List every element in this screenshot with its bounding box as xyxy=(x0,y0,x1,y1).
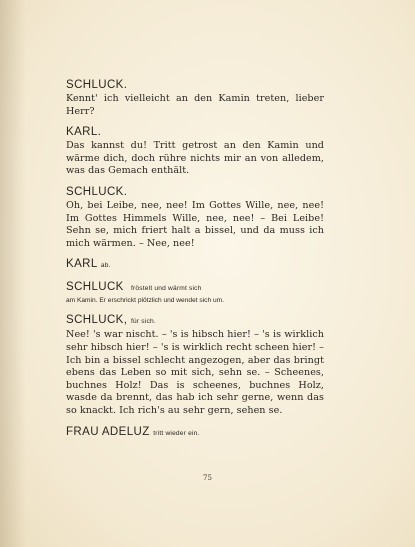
speaker-name: KARL. xyxy=(66,126,102,139)
speech-text: Das kannst du! Tritt getrost an den Kamin und wärme dich, doch rühre nichts mir an von alledem, was das Gemach enthält. xyxy=(66,140,324,177)
page-number: 75 xyxy=(203,474,212,482)
speech-text: Oh, bei Leibe, nee, nee! Im Gottes Wille, nee, nee! Im Gottes Himmels Wille, nee, nee! – Bei Leibe! Sehn se, mich friert halt a bissel, und da muss ich mich wärmen. – Nee, nee! xyxy=(66,199,324,249)
stage-direction-block xyxy=(66,280,324,306)
speaker-name: SCHLUCK, xyxy=(66,314,128,327)
speaker-name: FRAU ADELUZ xyxy=(66,425,150,438)
stage-direction-block xyxy=(66,425,324,441)
dialogue-block xyxy=(66,185,324,250)
stage-direction-line xyxy=(66,257,324,273)
dialogue-block xyxy=(66,125,324,178)
stage-direction: für sich. xyxy=(130,318,156,326)
play-text xyxy=(66,78,324,448)
speaker-name: SCHLUCK. xyxy=(66,79,128,91)
speaker-name: KARL xyxy=(66,258,98,271)
stage-direction: ab. xyxy=(100,262,111,270)
stage-direction-block xyxy=(66,257,324,273)
speech-text: Nee! 's war nischt. – 's is hibsch hier! – 's is wirklich sehr hibsch hier! – 's is wirklich recht scheen hier! – Ich bin a bissel schlecht angezogen, aber das bringt ebens das Leben so mit sich, sehn se. – Scheenes, buchnes Holz! Das is scheenes, buchnes Holz, wasde da brennt, das hab ich sehr gerne, wenn das so knackt. Ich rich's au sehr gern, sehen se. xyxy=(66,329,324,416)
stage-direction-continued: am Kamin. Er erschrickt plötzlich und wendet sich um. xyxy=(66,297,224,305)
stage-direction-line xyxy=(66,313,324,329)
dialogue-block xyxy=(66,78,324,118)
speaker-name: SCHLUCK xyxy=(66,281,124,294)
stage-direction-line xyxy=(66,425,324,441)
stage-direction: fröstelt und wärmt sich xyxy=(130,285,202,293)
stage-direction: tritt wieder ein. xyxy=(153,429,200,437)
dialogue-block xyxy=(66,313,324,417)
speaker-name: SCHLUCK. xyxy=(66,185,128,198)
speech-text: Kennt' ich vielleicht an den Kamin treten, lieber Herr? xyxy=(66,93,324,117)
stage-direction-line xyxy=(66,280,324,296)
